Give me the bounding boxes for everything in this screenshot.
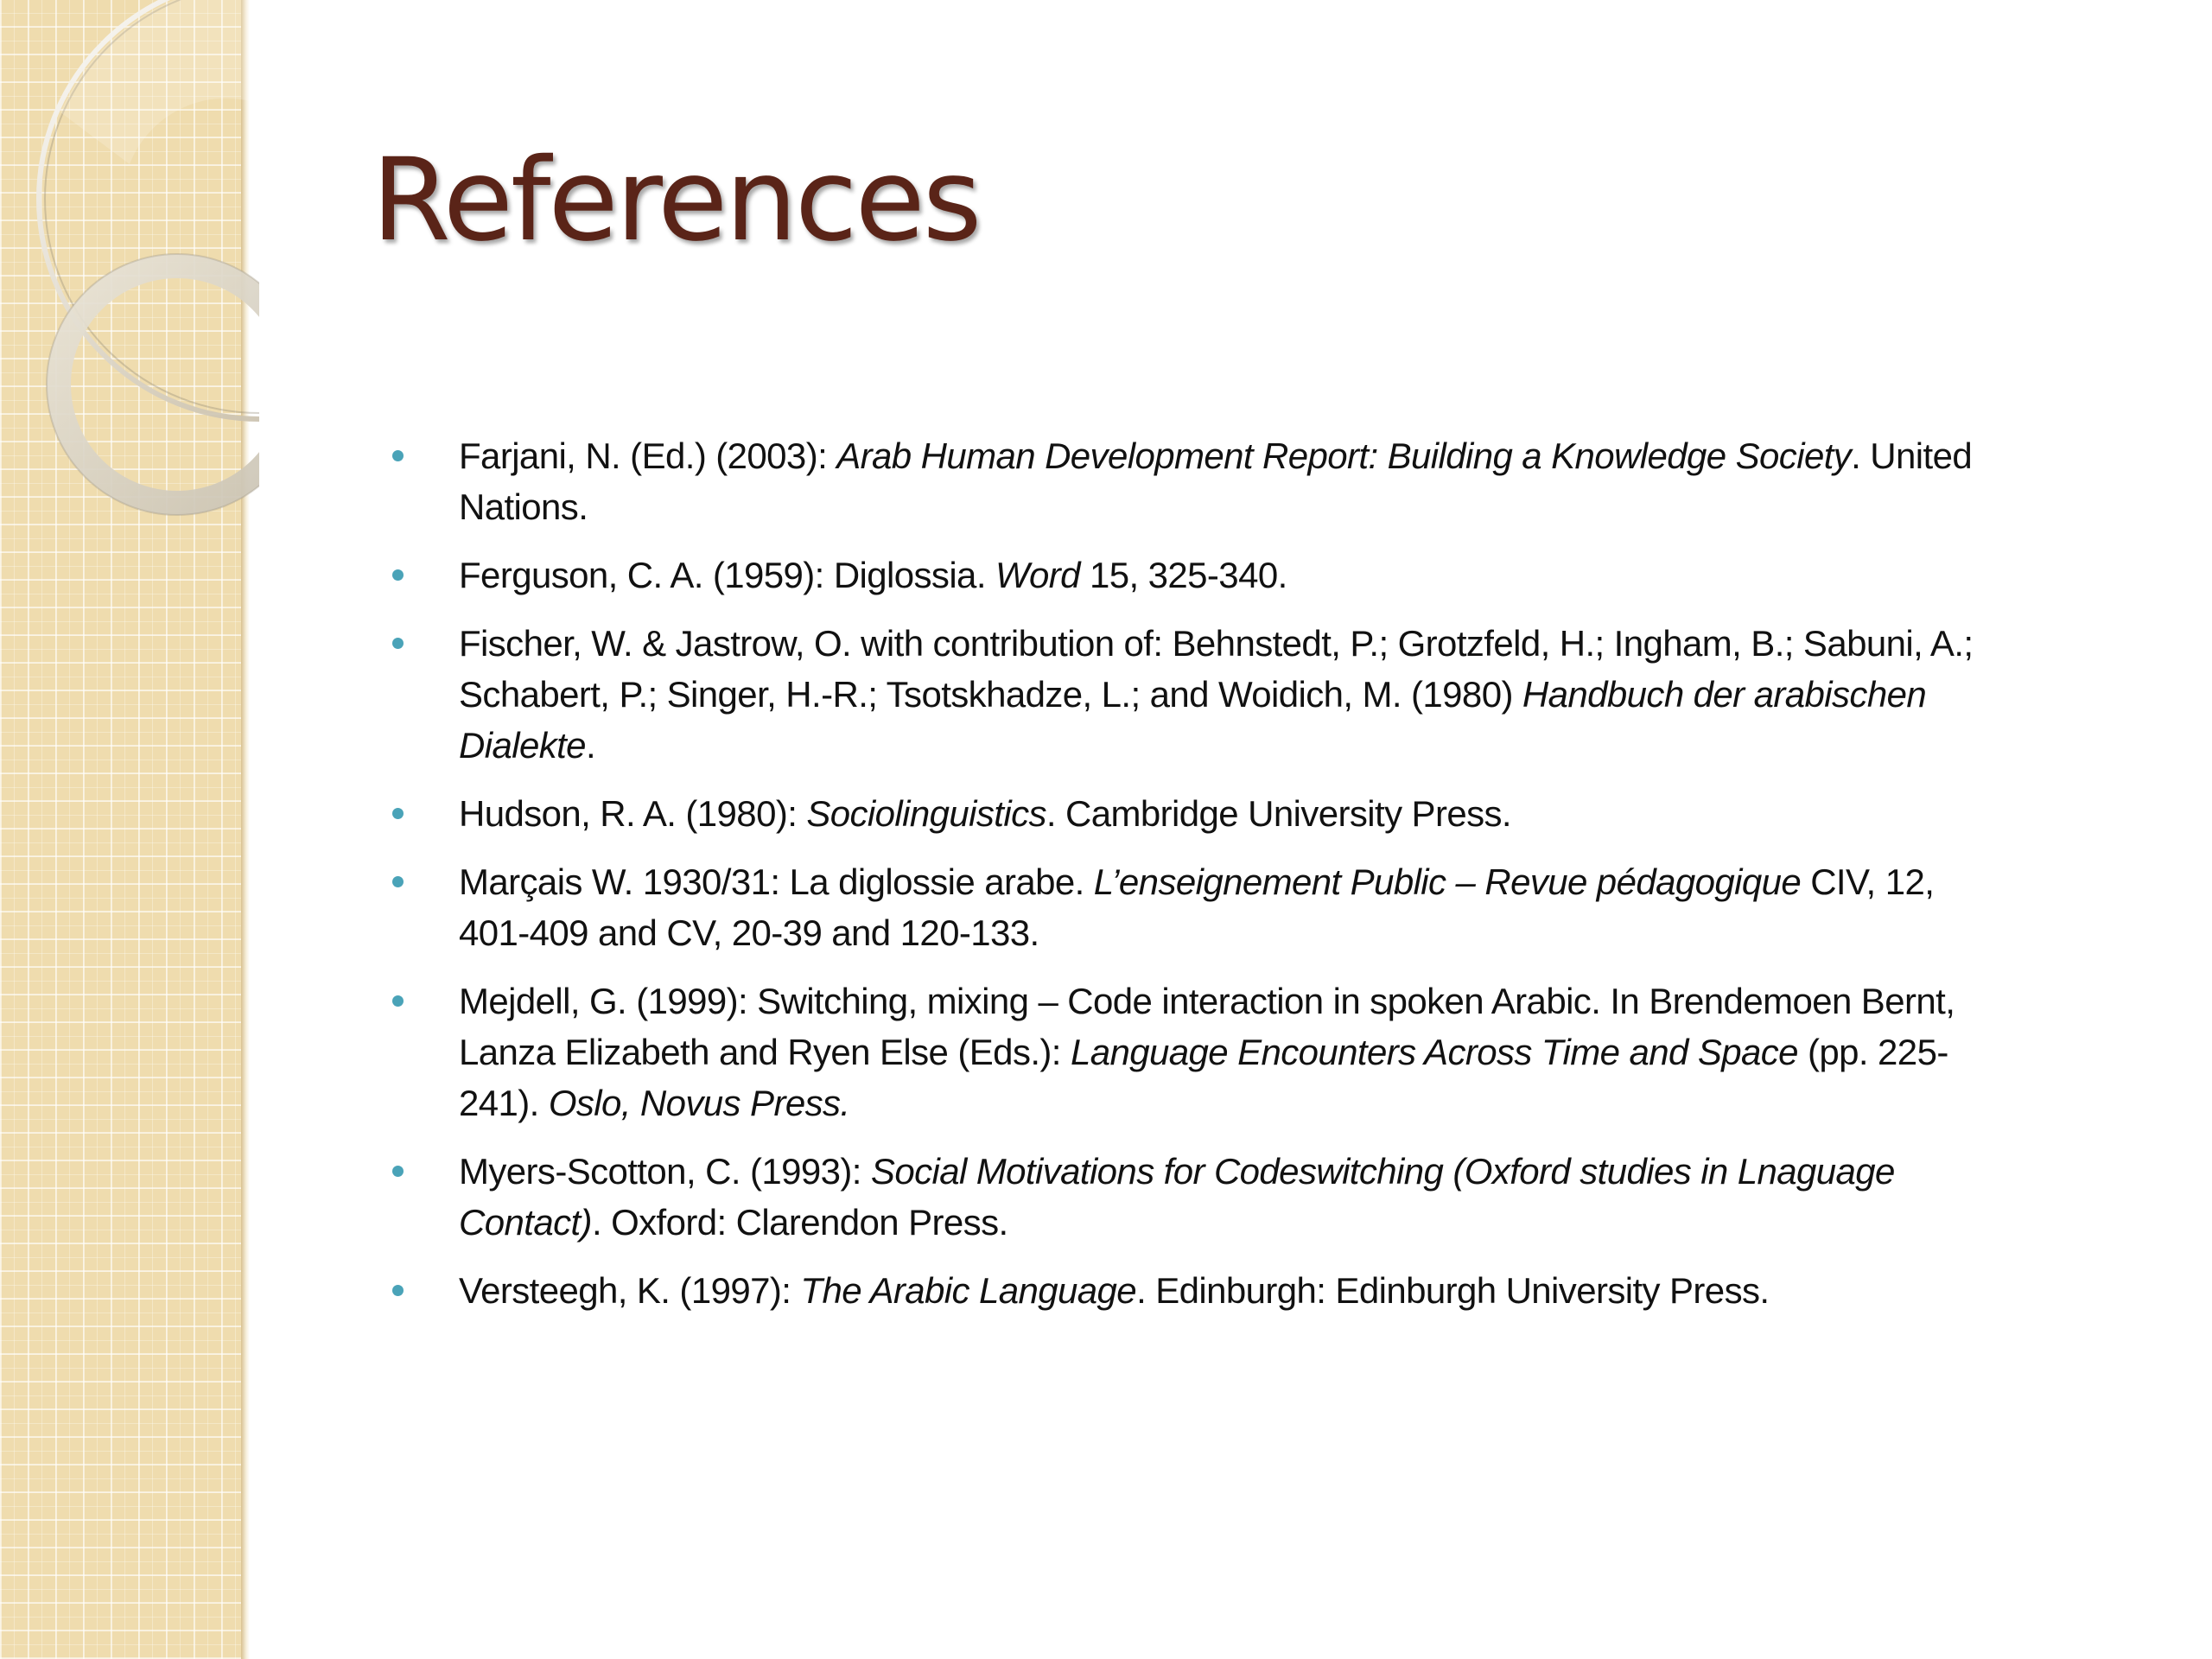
reference-italic-text: Language Encounters Across Time and Space (1070, 1032, 1798, 1072)
reference-item (389, 856, 2013, 958)
bullet-icon (392, 808, 404, 819)
reference-text: Hudson, R. A. (1980): (459, 793, 807, 834)
reference-text: . Cambridge University Press. (1046, 793, 1511, 834)
reference-text: Myers-Scotton, C. (1993): (459, 1151, 871, 1192)
bullet-icon (392, 450, 404, 461)
reference-text: Ferguson, C. A. (1959): Diglossia. (459, 555, 995, 595)
bullet-icon (392, 569, 404, 581)
bullet-icon (392, 1285, 404, 1296)
page-title: References (372, 134, 980, 267)
reference-italic-text: Handbuch der arabischen Dialekte (459, 674, 1927, 766)
reference-text: Mejdell, G. (1999): Switching, mixing – Code interaction in spoken Arabic. In Brendemoen Bernt, Lanza Elizabeth and Ryen Else (Eds.): (459, 981, 1955, 1072)
reference-italic-text: Word (995, 555, 1080, 595)
reference-item (389, 1146, 2013, 1248)
reference-text: . (585, 725, 596, 766)
reference-text: . United Nations. (459, 435, 1973, 527)
references-list (389, 430, 2013, 1333)
reference-text: Marçais W. 1930/31: La diglossie arabe. (459, 861, 1094, 902)
reference-text: (pp. 225-241). (459, 1032, 1948, 1123)
reference-item (389, 788, 2013, 839)
reference-italic-text: Social Motivations for Codeswitching (Oxford studies in Lnaguage Contact) (459, 1151, 1895, 1243)
bullet-icon (392, 638, 404, 649)
reference-text: . Edinburgh: Edinburgh University Press. (1136, 1270, 1770, 1311)
reference-item (389, 976, 2013, 1128)
bullet-icon (392, 876, 404, 887)
reference-italic-text: Arab Human Development Report: Building a Knowledge Society (836, 435, 1852, 476)
reference-italic-text: L’enseignement Public – Revue pédagogique (1093, 861, 1802, 902)
reference-text: Fischer, W. & Jastrow, O. with contribution of: Behnstedt, P.; Grotzfeld, H.; Ingham, B.; Sabuni, A.; Schabert, P.; Singer, H.-R.; Tsotskhadze, L.; and Woidich, M. (1980) (459, 623, 1974, 715)
reference-item (389, 1265, 2013, 1316)
reference-item (389, 618, 2013, 771)
reference-text: Farjani, N. (Ed.) (2003): (459, 435, 837, 476)
reference-item (389, 550, 2013, 601)
reference-text: 15, 325-340. (1079, 555, 1287, 595)
reference-text: CIV, 12, 401-409 and CV, 20-39 and 120-133. (459, 861, 1935, 953)
reference-italic-text: Oslo, Novus Press. (548, 1083, 850, 1123)
bullet-icon (392, 995, 404, 1007)
reference-text: Versteegh, K. (1997): (459, 1270, 801, 1311)
reference-text: . Oxford: Clarendon Press. (591, 1202, 1008, 1243)
reference-italic-text: The Arabic Language (800, 1270, 1137, 1311)
decorative-rings-icon (0, 0, 259, 553)
reference-item (389, 430, 2013, 532)
bullet-icon (392, 1166, 404, 1177)
reference-italic-text: Sociolinguistics (806, 793, 1046, 834)
